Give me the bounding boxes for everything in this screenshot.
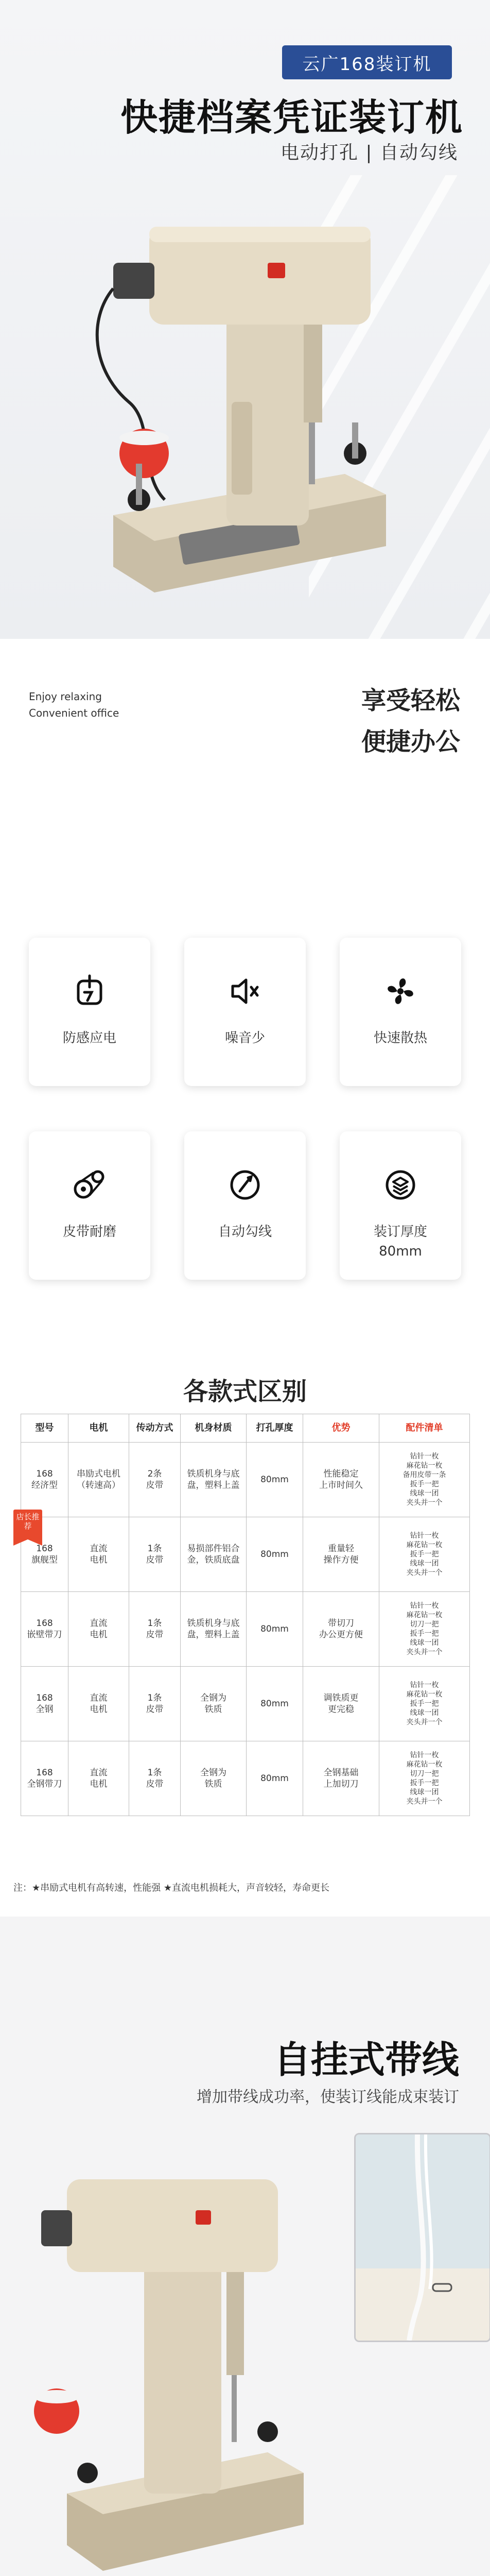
header-accessories: 配件清单 xyxy=(379,1414,470,1443)
features-title xyxy=(361,680,460,762)
cell-material: 全钢为 铁质 xyxy=(181,1667,247,1741)
cell-thickness: 80mm xyxy=(247,1667,303,1741)
feature-label: 皮带耐磨 xyxy=(62,1224,116,1240)
hero-section xyxy=(0,0,490,639)
recommended-ribbon: 店长推荐 xyxy=(13,1510,42,1539)
hang-title: 自挂式带线 xyxy=(273,2038,459,2081)
cell-advantage: 全钢基础 上加切刀 xyxy=(303,1741,379,1816)
cell-accessories: 钻针一枚 麻花钻一枚 切刀一把 扳手一把 线球一团 夹头并一个 xyxy=(379,1741,470,1816)
feature-label-value: 80mm xyxy=(379,1244,422,1259)
feature-label: 噪音少 xyxy=(224,1030,265,1046)
features-title-line-1: 享受轻松 xyxy=(361,686,460,715)
hero-title: 快捷档案凭证装订机 xyxy=(120,96,463,139)
table-row xyxy=(21,1667,470,1741)
cell-model: 168 经济型 xyxy=(21,1443,68,1517)
table-header-row xyxy=(21,1414,470,1443)
header-material: 机身材质 xyxy=(181,1414,247,1443)
feature-card-durable-belt xyxy=(29,1131,150,1280)
hang-subtitle: 增加带线成功率，使装订线能成束装订 xyxy=(197,2088,459,2106)
feature-card-fast-cooling xyxy=(340,938,461,1086)
comparison-table xyxy=(21,1414,470,1816)
tagline-line-2: Convenient office xyxy=(29,707,119,719)
header-model: 型号 xyxy=(21,1414,68,1443)
features-title-line-2: 便捷办公 xyxy=(361,727,460,756)
low-noise-icon xyxy=(225,972,265,1011)
cell-advantage: 带切刀 办公更方便 xyxy=(303,1592,379,1667)
feature-card-anti-induction xyxy=(29,938,150,1086)
cell-material: 易损部件铝合金，铁质底盘 xyxy=(181,1517,247,1592)
feature-label: 自动勾线 xyxy=(218,1224,272,1240)
table-row xyxy=(21,1517,470,1592)
cell-thickness: 80mm xyxy=(247,1443,303,1517)
cell-motor: 串励式电机 （转速高） xyxy=(68,1443,129,1517)
hero-subtitle: 电动打孔 | 自动勾线 xyxy=(280,142,458,163)
fan-icon xyxy=(381,972,420,1011)
feature-label: 快速散热 xyxy=(373,1030,427,1046)
feature-label-text: 装订厚度 xyxy=(373,1224,427,1240)
cell-motor: 直流 电机 xyxy=(68,1741,129,1816)
features-section xyxy=(0,639,490,1360)
feature-label: 防感应电 xyxy=(62,1030,116,1046)
brand-badge: 云广168装订机 xyxy=(282,45,452,79)
cell-model: 168 全钢 xyxy=(21,1667,68,1741)
cell-transmission: 1条 皮带 xyxy=(129,1517,181,1592)
cell-accessories: 钻针一枚 麻花钻一枚 备用皮带一条 扳手一把 线球一团 夹头并一个 xyxy=(379,1443,470,1517)
power-sense-icon xyxy=(70,972,109,1011)
cell-thickness: 80mm xyxy=(247,1592,303,1667)
table-row xyxy=(21,1592,470,1667)
hook-icon xyxy=(225,1165,265,1205)
feature-card-low-noise xyxy=(184,938,306,1086)
cell-material: 铁质机身与底盘，塑料上盖 xyxy=(181,1443,247,1517)
cell-motor: 直流 电机 xyxy=(68,1667,129,1741)
cell-thickness: 80mm xyxy=(247,1517,303,1592)
cell-model: 168 旗舰型 xyxy=(21,1517,68,1592)
comparison-title: 各款式区别 xyxy=(183,1377,307,1406)
cell-transmission: 1条 皮带 xyxy=(129,1741,181,1816)
cell-material: 铁质机身与底盘，塑料上盖 xyxy=(181,1592,247,1667)
feature-label xyxy=(340,1222,461,1261)
cell-transmission: 1条 皮带 xyxy=(129,1592,181,1667)
cell-motor: 直流 电机 xyxy=(68,1592,129,1667)
tagline-line-1: Enjoy relaxing xyxy=(29,690,102,703)
table-body xyxy=(21,1443,470,1816)
comparison-section xyxy=(0,1360,490,1917)
header-motor: 电机 xyxy=(68,1414,129,1443)
features-english-tagline xyxy=(29,688,119,721)
feature-card-thickness xyxy=(340,1131,461,1280)
cell-accessories: 钻针一枚 麻花钻一枚 切刀一把 扳手一把 线球一团 夹头并一个 xyxy=(379,1592,470,1667)
cell-transmission: 2条 皮带 xyxy=(129,1443,181,1517)
header-advantage: 优势 xyxy=(303,1414,379,1443)
header-thickness: 打孔厚度 xyxy=(247,1414,303,1443)
cell-transmission: 1条 皮带 xyxy=(129,1667,181,1741)
binding-machine-image xyxy=(77,185,407,608)
belt-icon xyxy=(70,1165,109,1205)
cell-motor: 直流 电机 xyxy=(68,1517,129,1592)
cell-advantage: 性能稳定 上市时间久 xyxy=(303,1443,379,1517)
feature-card-auto-hook xyxy=(184,1131,306,1280)
cell-thickness: 80mm xyxy=(247,1741,303,1816)
cell-advantage: 调铁质更 更完稳 xyxy=(303,1667,379,1741)
self-hanging-thread-section xyxy=(0,1917,490,2576)
table-row xyxy=(21,1741,470,1816)
cell-model: 168 嵌壁带刀 xyxy=(21,1592,68,1667)
header-transmission: 传动方式 xyxy=(129,1414,181,1443)
binding-machine-image xyxy=(26,2133,314,2576)
cell-advantage: 重量轻 操作方便 xyxy=(303,1517,379,1592)
cell-accessories: 钻针一枚 麻花钻一枚 扳手一把 线球一团 夹头并一个 xyxy=(379,1667,470,1741)
cell-accessories: 钻针一枚 麻花钻一枚 扳手一把 线球一团 夹头并一个 xyxy=(379,1517,470,1592)
cell-model: 168 全钢带刀 xyxy=(21,1741,68,1816)
cell-material: 全钢为 铁质 xyxy=(181,1741,247,1816)
comparison-footnote: 注：★串励式电机有高转速，性能强 ★直流电机损耗大，声音较轻，寿命更长 xyxy=(13,1883,329,1893)
thickness-icon xyxy=(381,1165,420,1205)
table-row xyxy=(21,1443,470,1517)
thread-closeup-image xyxy=(354,2133,490,2342)
